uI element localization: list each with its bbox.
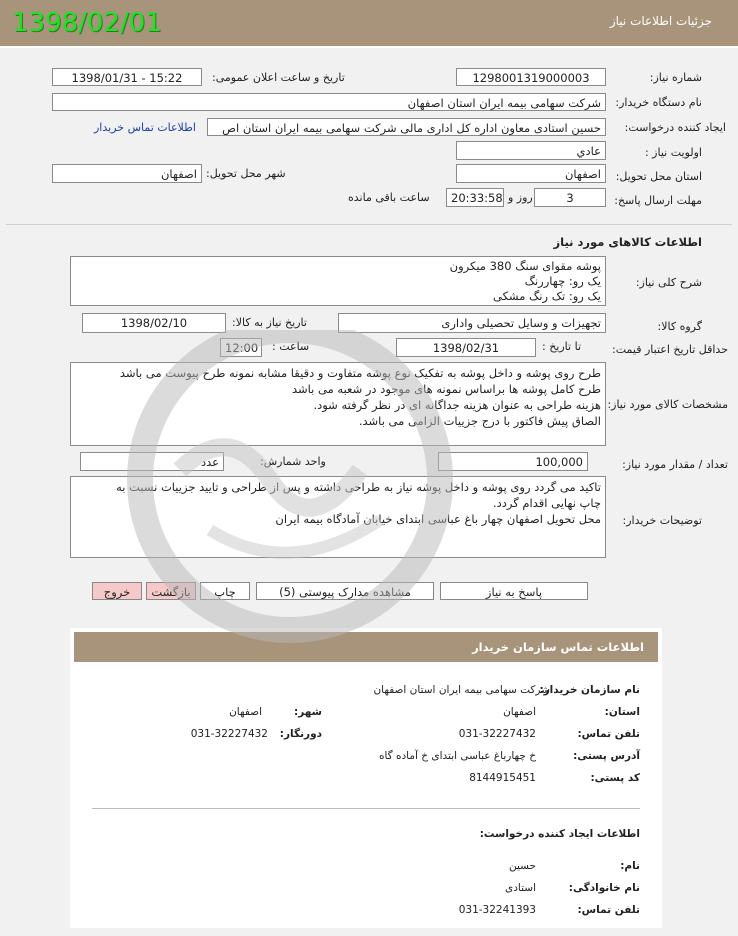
goods-section-title: اطلاعات کالاهای مورد نیاز [553,235,702,249]
specs-line: طرح روی پوشه و داخل پوشه به تفکیک نوع پوشه متفاوت و دقیقا مشابه نمونه طرح پیوست می باشد [119,366,601,380]
address-label: آدرس پستی: [573,750,640,762]
general-desc-line: یک رو: چهاررنگ [524,274,601,288]
goods-group-label: گروه کالا: [657,320,702,333]
unit-label: واحد شمارش: [260,455,326,468]
goods-group-field: تجهیزات و وسایل تحصیلی واداری [338,313,606,333]
family-value: استادی [505,882,536,894]
priority-label: اولویت نیاز : [644,146,702,159]
buyer-contact-link[interactable]: اطلاعات تماس خریدار [94,121,196,134]
province-label: استان: [604,706,640,718]
deadline-remaining-label: ساعت باقی مانده [348,191,430,204]
name-value: حسین [508,860,536,872]
quantity-label: تعداد / مقدار مورد نیاز: [622,458,728,471]
buyer-notes-area [70,476,606,558]
price-validity-to-date-label: تا تاریخ : [542,340,581,353]
quantity-field: 100,000 [438,452,588,471]
deadline-days-field: 3 [534,188,606,207]
attachments-button[interactable]: مشاهده مدارک پیوستی (5) [256,582,434,600]
buyer-notes-line: تاکید می گردد روی پوشه و داخل پوشه نیاز به طراحی داشته و پس از طراحی و تایید جزییات نسبت به [116,480,601,494]
contact-card-title: اطلاعات تماس سازمان خریدار [472,640,644,654]
creator-title: اطلاعات ایجاد کننده درخواست: [479,828,640,840]
org-label: نام سازمان خریدار: [539,684,640,696]
delivery-province-field: اصفهان [456,164,606,183]
city-label: شهر: [294,706,322,718]
postal-value: 8144915451 [469,772,536,784]
exit-button[interactable]: خروج [92,582,142,600]
buyer-notes-line: محل تحویل اصفهان چهار باغ عباسی ابتدای خیابان آمادگاه بیمه ایران [275,512,601,526]
family-label: نام خانوادگی: [568,882,640,894]
unit-field: عدد [80,452,224,471]
name-label: نام: [620,860,640,872]
divider [6,224,732,225]
top-bar [0,0,738,48]
contact-card [70,628,662,928]
deadline-days-label: روز و [508,191,533,204]
specs-label: مشخصات کالای مورد نیاز: [607,398,728,411]
need-number-label: شماره نیاز: [649,71,702,84]
creator-phone-value: 031-32241393 [458,904,536,916]
price-validity-time-label: ساعت : [272,340,310,353]
creator-phone-label: تلفن تماس: [577,904,640,916]
specs-line: الصاق پیش فاکتور با درج جزییات الزامی می باشد. [358,414,601,428]
general-desc-area [70,256,606,306]
deadline-label: مهلت ارسال پاسخ: [614,194,702,207]
general-desc-line: پوشه مقوای سنگ 380 میکرون [449,259,601,273]
card-divider [92,808,640,809]
general-desc-label: شرح کلی نیاز: [635,276,702,289]
delivery-city-label: شهر محل تحویل: [206,167,286,180]
buyer-org-field: شرکت سهامی بیمه ایران استان اصفهان [52,93,606,111]
specs-line: طرح کامل پوشه ها براساس نمونه های موجود در شعبه می باشد [291,382,601,396]
phone-label: تلفن تماس: [577,728,640,740]
requester-field: حسین استادی معاون اداره کل اداری مالی شرکت سهامی بیمه ایران استان اص [207,118,606,136]
need-by-date-label: تاریخ نیاز به کالا: [232,316,307,329]
date-stamp: 1398/02/01 [12,8,162,38]
province-value: اصفهان [503,706,536,718]
back-button[interactable]: بازگشت [146,582,196,600]
page-title: جزئیات اطلاعات نیاز [609,14,712,28]
delivery-city-field: اصفهان [52,164,202,183]
delivery-province-label: استان محل تحویل: [615,170,702,183]
fax-label: دورنگار: [279,728,322,740]
price-validity-time-field: 12:00 [220,338,262,357]
postal-label: کد پستی: [590,772,640,784]
phone-value: 031-32227432 [458,728,536,740]
reply-button[interactable]: پاسخ به نیاز [440,582,588,600]
announce-datetime-label: تاریخ و ساعت اعلان عمومی: [212,71,345,84]
general-desc-line: یک رو: تک رنگ مشکی [493,289,601,303]
buyer-notes-line: چاپ نهایی اقدام گردد. [493,496,601,510]
need-number-field: 1298001319000003 [456,68,606,86]
fax-value: 031-32227432 [190,728,268,740]
deadline-time-field: 20:33:58 [446,188,504,207]
requester-label: ایجاد کننده درخواست: [624,121,726,134]
price-validity-date-field: 1398/02/31 [396,338,536,357]
need-by-date-field: 1398/02/10 [82,313,226,333]
org-value: شرکت سهامی بیمه ایران استان اصفهان [373,684,550,696]
buyer-org-label: نام دستگاه خریدار: [615,96,702,109]
price-validity-label: حداقل تاریخ اعتبار قیمت: [612,343,728,356]
specs-line: هزینه طراحی به عنوان هزینه جداگانه ای در نظر گرفته شود. [313,398,601,412]
city-value: اصفهان [229,706,262,718]
print-button[interactable]: چاپ [200,582,250,600]
specs-area [70,362,606,446]
contact-card-header [74,632,658,662]
address-value: خ چهارباغ عباسی ابتدای خ آماده گاه [378,750,536,762]
announce-datetime-field: 1398/01/31 - 15:22 [52,68,202,86]
priority-field: عادي [456,141,606,160]
buyer-notes-label: توضیحات خریدار: [622,514,702,527]
